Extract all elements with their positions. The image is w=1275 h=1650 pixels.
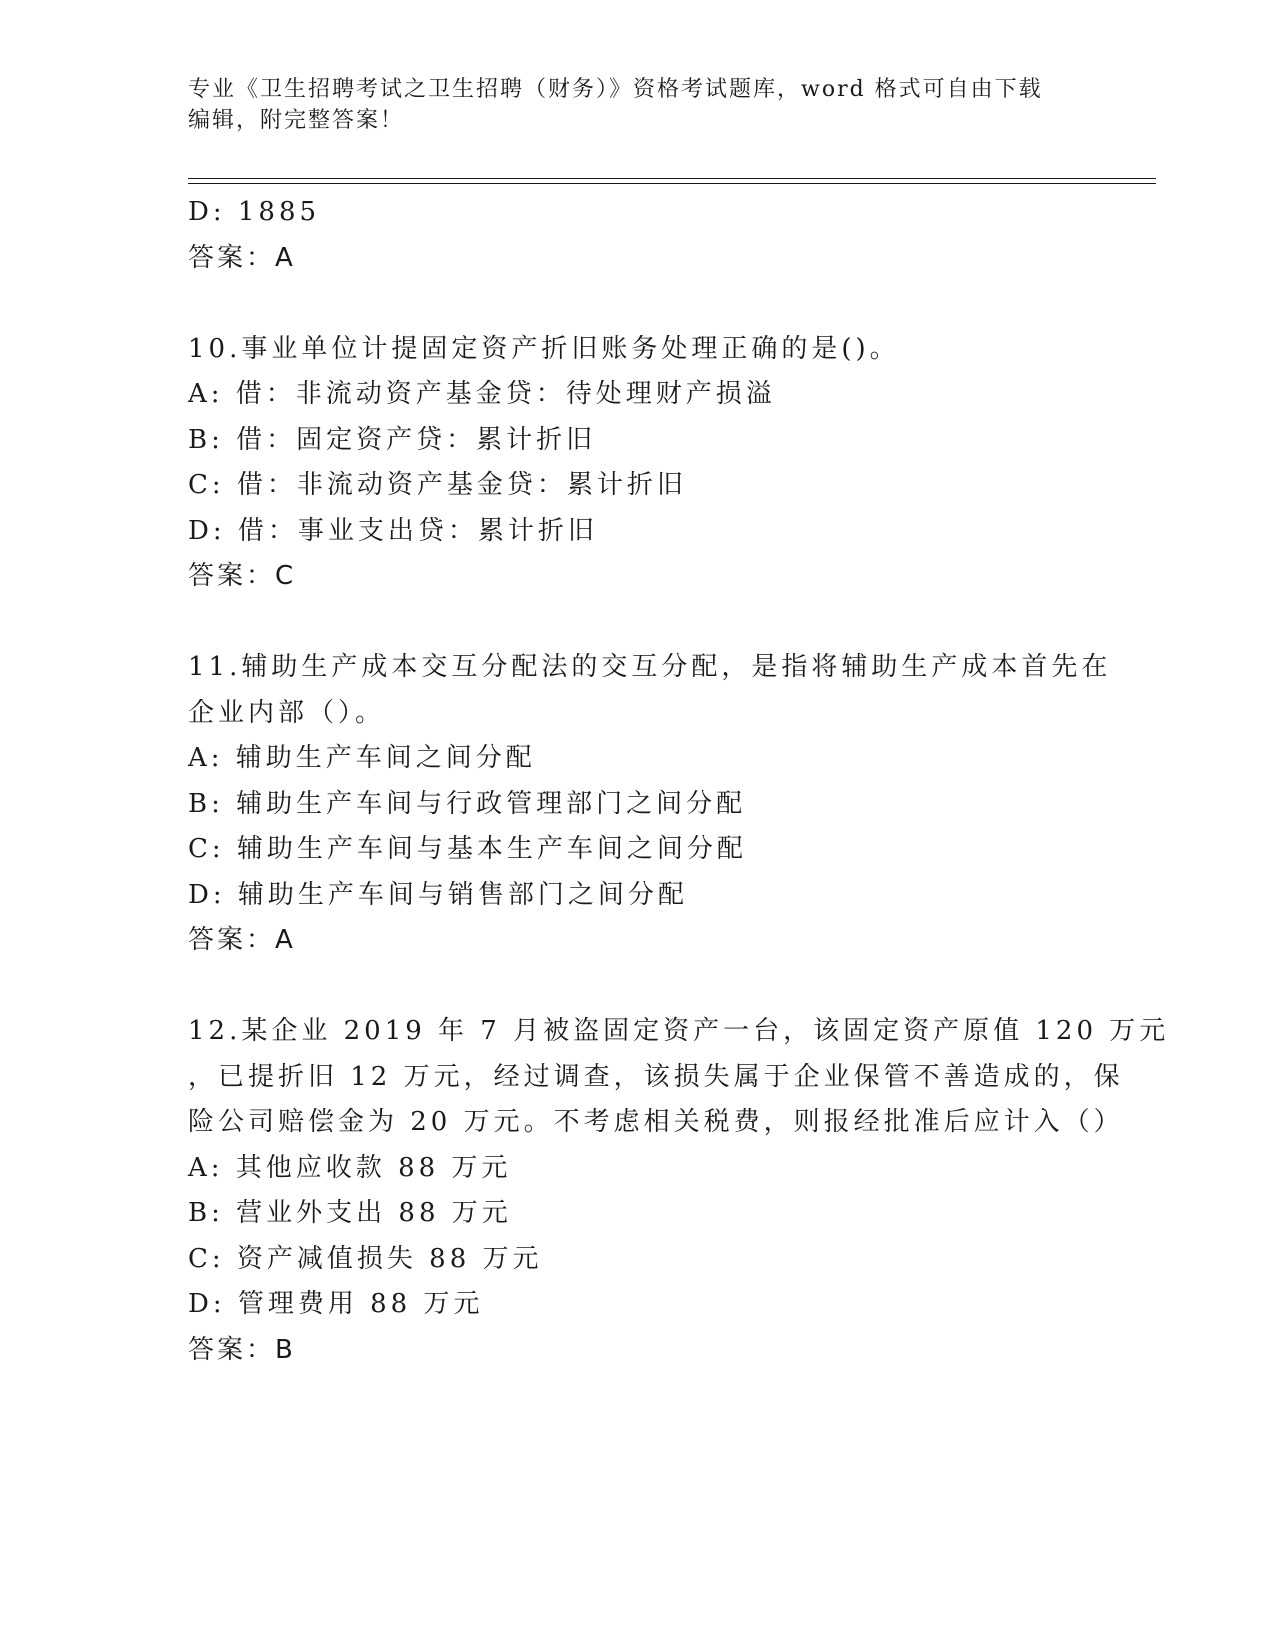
question-11 xyxy=(188,645,1112,964)
question-list xyxy=(188,190,1170,1373)
answer-line: 答案：B xyxy=(188,1334,296,1365)
question-stem: 11.辅助生产成本交互分配法的交互分配，是指将辅助生产成本首先在 xyxy=(188,652,1112,682)
option-b: B: 营业外支出 88 万元 xyxy=(188,1198,512,1228)
spacer xyxy=(188,281,1088,327)
option-c: C: 资产减值损失 88 万元 xyxy=(188,1243,543,1274)
option-a: A: 其他应收款 88 万元 xyxy=(188,1152,512,1183)
header-line-1: 专业《卫生招聘考试之卫生招聘（财务）》资格考试题库，word 格式可自由下载 xyxy=(188,77,1043,102)
option-d: D: 管理费用 88 万元 xyxy=(188,1289,484,1319)
question-stem-continued: 企业内部（）。 xyxy=(188,697,386,728)
answer-line: 答案：C xyxy=(188,561,297,591)
question-stem: 12.某企业 2019 年 7 月被盗固定资产一台，该固定资产原值 120 万元 xyxy=(188,1016,1170,1046)
option-a: A: 借：非流动资产基金贷：待处理财产损溢 xyxy=(188,379,776,409)
spacer xyxy=(188,964,1088,1010)
option-c: C: 辅助生产车间与基本生产车间之间分配 xyxy=(188,834,747,864)
question-stem-continued: ，已提折旧 12 万元，经过调查，该损失属于企业保管不善造成的，保 xyxy=(188,1061,1124,1092)
previous-question-tail xyxy=(188,190,1088,281)
spacer xyxy=(188,600,1088,646)
option-d: D: 辅助生产车间与销售部门之间分配 xyxy=(188,879,688,910)
option-b: B: 借：固定资产贷：累计折旧 xyxy=(188,424,597,455)
question-stem: 10.事业单位计提固定资产折旧账务处理正确的是()。 xyxy=(188,333,900,364)
option-d: D: 借：事业支出贷：累计折旧 xyxy=(188,515,598,546)
question-stem-continued: 险公司赔偿金为 20 万元。不考虑相关税费，则报经批准后应计入（） xyxy=(188,1107,1124,1137)
document-header xyxy=(188,74,1088,136)
header-divider-top xyxy=(188,178,1156,179)
header-line-2: 编辑，附完整答案！ xyxy=(188,108,405,133)
header-divider-bottom xyxy=(188,183,1156,184)
option-c: C: 借：非流动资产基金贷：累计折旧 xyxy=(188,470,687,500)
answer-line: 答案：A xyxy=(188,242,296,273)
answer-line: 答案：A xyxy=(188,925,296,955)
question-10 xyxy=(188,327,1088,600)
question-12 xyxy=(188,1009,1170,1373)
option-b: B: 辅助生产车间与行政管理部门之间分配 xyxy=(188,788,747,819)
option-d: D: 1885 xyxy=(188,197,321,227)
option-a: A: 辅助生产车间之间分配 xyxy=(188,743,536,773)
